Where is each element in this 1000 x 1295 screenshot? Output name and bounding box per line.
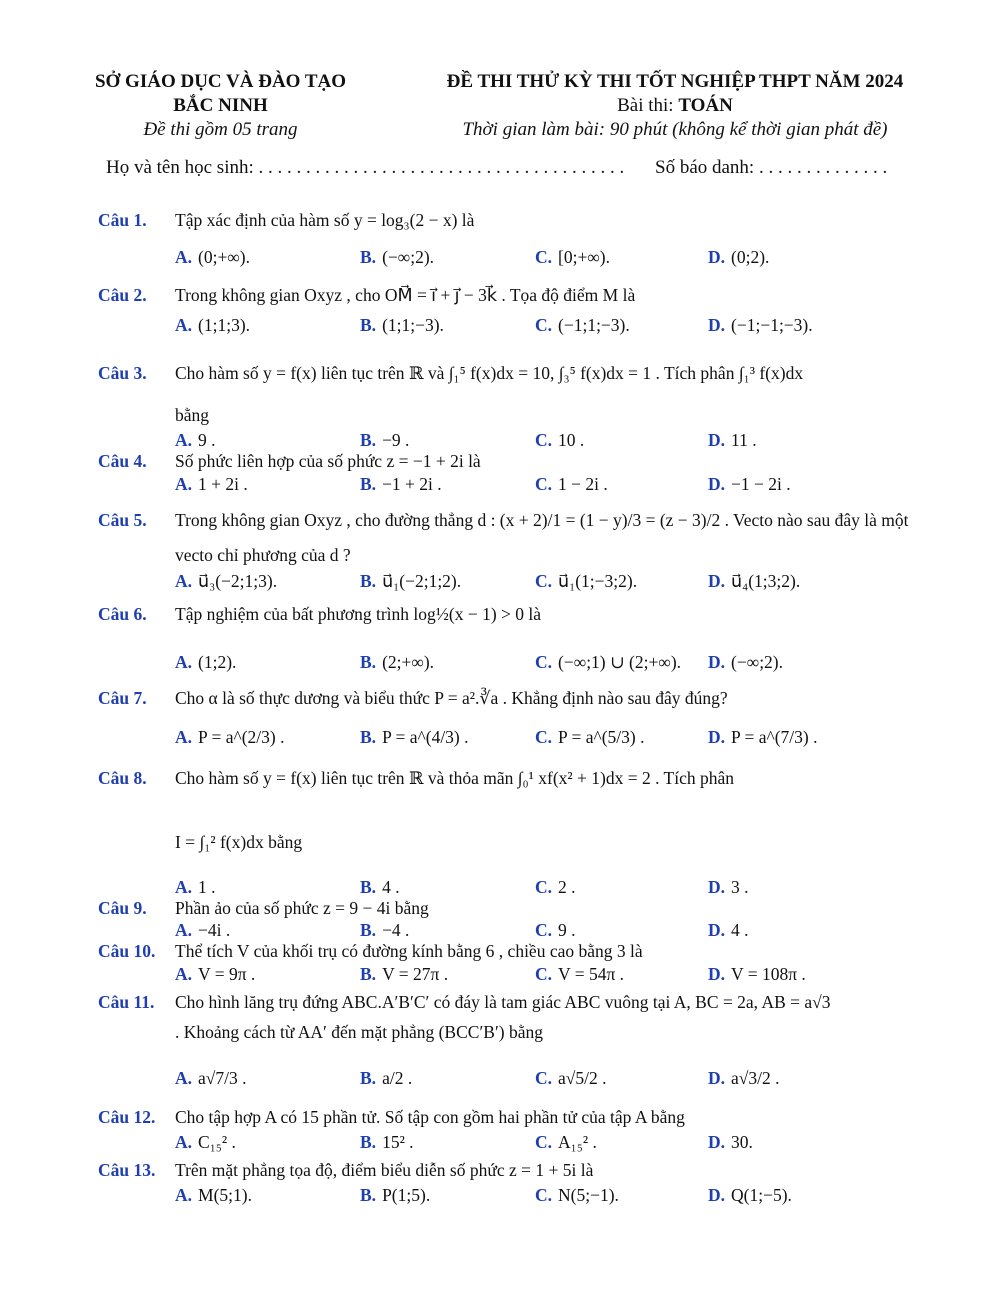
option-value: 4 . [382, 877, 400, 897]
answer-option[interactable] [360, 727, 469, 748]
question-text: Cho hàm số y = f(x) liên tục trên ℝ và thỏa mãn ∫₀¹ xf(x² + 1)dx = 2 . Tích phân [175, 768, 734, 788]
answer-option[interactable] [535, 652, 681, 673]
answer-option[interactable] [175, 430, 216, 451]
question-text: Cho tập hợp A có 15 phần tử. Số tập con gồm hai phần tử của tập A bằng [175, 1107, 685, 1127]
option-letter: B. [360, 1132, 377, 1152]
option-letter: B. [360, 727, 377, 747]
option-letter: D. [708, 474, 726, 494]
option-value: 10 . [558, 430, 585, 450]
option-letter: A. [175, 877, 193, 897]
answer-option[interactable] [175, 877, 216, 898]
option-value: (1;1;3). [198, 315, 251, 335]
answer-option[interactable] [708, 1185, 792, 1206]
answer-option[interactable] [708, 474, 791, 495]
answer-option[interactable] [175, 727, 284, 748]
answer-option[interactable] [535, 1068, 607, 1089]
question-label: Câu 9. [98, 898, 147, 918]
option-value: 1 . [198, 877, 216, 897]
province-name: BẮC NINH [173, 95, 268, 116]
option-value: V = 54π . [558, 964, 625, 984]
option-value: Q(1;−5). [731, 1185, 792, 1205]
option-letter: C. [535, 1132, 553, 1152]
answer-option[interactable] [360, 474, 442, 495]
answer-option[interactable] [175, 247, 250, 268]
answer-option[interactable] [360, 920, 409, 941]
exam-subject [430, 95, 920, 117]
question-label: Câu 10. [98, 941, 156, 961]
option-value: (−1;1;−3). [558, 315, 630, 335]
option-letter: B. [360, 1068, 377, 1088]
answer-option[interactable] [360, 571, 461, 592]
answer-option[interactable] [175, 1132, 236, 1153]
option-value: A₁₅² . [558, 1132, 597, 1152]
question-label: Câu 3. [98, 363, 147, 383]
option-letter: C. [535, 1185, 553, 1205]
question-text: Trong không gian Oxyz , cho đường thẳng d : (x + 2)/1 = (1 − y)/3 = (z − 3)/2 . Vecto nào sau đây là một [175, 510, 909, 530]
question-text-continued: vecto chỉ phương của d ? [175, 545, 351, 565]
option-value: (1;2). [198, 652, 237, 672]
option-letter: C. [535, 652, 553, 672]
answer-option[interactable] [535, 877, 576, 898]
option-value: 11 . [731, 430, 757, 450]
answer-option[interactable] [535, 727, 644, 748]
answer-option[interactable] [708, 964, 806, 985]
option-letter: D. [708, 247, 726, 267]
option-value: [0;+∞). [558, 247, 611, 267]
option-value: 3 . [731, 877, 749, 897]
option-letter: B. [360, 964, 377, 984]
student-name-field: Họ và tên học sinh: . . . . . . . . . . . . . . . . . . . . . . . . . . . . . . . . . . . . . . . [106, 157, 625, 178]
option-value: P = a^(4/3) . [382, 727, 469, 747]
answer-option[interactable] [175, 315, 250, 336]
option-letter: A. [175, 474, 193, 494]
answer-option[interactable] [175, 652, 236, 673]
exam-duration: Thời gian làm bài: 90 phút (không kể thời gian phát đề) [462, 119, 888, 140]
answer-option[interactable] [535, 964, 624, 985]
question-text: Thể tích V của khối trụ có đường kính bằng 6 , chiều cao bằng 3 là [175, 941, 643, 961]
answer-option[interactable] [535, 474, 608, 495]
option-value: 9 . [558, 920, 576, 940]
question-text: Trong không gian Oxyz , cho OM⃗ = i⃗ + j⃗ − 3k⃗ . Tọa độ điểm M là [175, 285, 636, 305]
option-letter: B. [360, 1185, 377, 1205]
option-value: (0;+∞). [198, 247, 251, 267]
answer-option[interactable] [360, 652, 434, 673]
option-letter: A. [175, 1068, 193, 1088]
answer-option[interactable] [708, 1068, 780, 1089]
option-value: a√7/3 . [198, 1068, 247, 1088]
option-value: (1;1;−3). [382, 315, 444, 335]
answer-option[interactable] [535, 315, 630, 336]
exam-title: ĐỀ THI THỬ KỲ THI TỐT NGHIỆP THPT NĂM 2024 [446, 71, 904, 92]
option-letter: B. [360, 430, 377, 450]
option-letter: A. [175, 964, 193, 984]
option-letter: D. [708, 1185, 726, 1205]
option-letter: B. [360, 652, 377, 672]
question-text: Tập nghiệm của bất phương trình log½(x − 1) > 0 là [175, 604, 542, 624]
option-value: (−∞;2). [382, 247, 435, 267]
answer-option[interactable] [175, 474, 248, 495]
student-id-field: Số báo danh: . . . . . . . . . . . . . . [655, 157, 888, 178]
answer-option[interactable] [535, 1185, 619, 1206]
answer-option[interactable] [708, 920, 749, 941]
answer-option[interactable] [360, 247, 434, 268]
option-letter: B. [360, 315, 377, 335]
option-letter: C. [535, 727, 553, 747]
option-value: V = 27π . [382, 964, 449, 984]
option-letter: D. [708, 1068, 726, 1088]
option-letter: D. [708, 727, 726, 747]
question-label: Câu 1. [98, 210, 147, 230]
option-value: (−∞;2). [731, 652, 784, 672]
option-letter: A. [175, 430, 193, 450]
question-text: Cho hình lăng trụ đứng ABC.A′B′C′ có đáy là tam giác ABC vuông tại A, BC = 2a, AB = a√3 [175, 992, 831, 1012]
answer-option[interactable] [360, 964, 448, 985]
option-value: P = a^(7/3) . [731, 727, 818, 747]
answer-option[interactable] [175, 920, 230, 941]
answer-option[interactable] [360, 877, 400, 898]
option-letter: D. [708, 652, 726, 672]
option-letter: B. [360, 877, 377, 897]
answer-option[interactable] [708, 877, 749, 898]
option-value: P = a^(2/3) . [198, 727, 285, 747]
option-letter: D. [708, 430, 726, 450]
option-value: (2;+∞). [382, 652, 435, 672]
option-value: −4i . [198, 920, 231, 940]
page-count-note: Đề thi gồm 05 trang [143, 119, 298, 140]
question-text: Phần ảo của số phức z = 9 − 4i bằng [175, 898, 429, 918]
option-value: a/2 . [382, 1068, 413, 1088]
answer-option[interactable] [535, 920, 576, 941]
question-text: Tập xác định của hàm số y = log₃(2 − x) là [175, 210, 475, 230]
option-value: u⃗₃(−2;1;3). [198, 571, 278, 591]
answer-option[interactable] [360, 1068, 412, 1089]
answer-option[interactable] [535, 1132, 597, 1153]
option-letter: C. [535, 474, 553, 494]
answer-option[interactable] [535, 247, 610, 268]
question-label: Câu 11. [98, 992, 155, 1012]
answer-option[interactable] [175, 1068, 247, 1089]
option-letter: A. [175, 652, 193, 672]
answer-option[interactable] [360, 1185, 430, 1206]
answer-option[interactable] [360, 315, 444, 336]
option-value: 4 . [731, 920, 749, 940]
question-text: Trên mặt phẳng tọa độ, điểm biểu diễn số phức z = 1 + 5i là [175, 1160, 594, 1180]
option-letter: D. [708, 1132, 726, 1152]
option-value: 30. [731, 1132, 753, 1152]
option-value: −1 − 2i . [731, 474, 791, 494]
option-value: N(5;−1). [558, 1185, 619, 1205]
option-letter: C. [535, 247, 553, 267]
question-text-continued: I = ∫₁² f(x)dx bằng [175, 832, 303, 852]
option-letter: C. [535, 920, 553, 940]
question-text: Số phức liên hợp của số phức z = −1 + 2i là [175, 451, 481, 471]
option-value: a√5/2 . [558, 1068, 607, 1088]
question-label: Câu 4. [98, 451, 147, 471]
answer-option[interactable] [708, 247, 769, 268]
option-value: V = 9π . [198, 964, 256, 984]
option-value: −1 + 2i . [382, 474, 442, 494]
answer-option[interactable] [175, 964, 255, 985]
option-value: 15² . [382, 1132, 414, 1152]
option-value: P = a^(5/3) . [558, 727, 645, 747]
option-value: 9 . [198, 430, 216, 450]
answer-option[interactable] [535, 571, 637, 592]
option-value: P(1;5). [382, 1185, 431, 1205]
question-label: Câu 8. [98, 768, 147, 788]
question-text-continued: bằng [175, 405, 210, 425]
option-letter: B. [360, 474, 377, 494]
question-text-continued: . Khoảng cách từ AA′ đến mặt phẳng (BCC′B′) bằng [175, 1022, 543, 1042]
option-value: u⃗₄(1;3;2). [731, 571, 801, 591]
option-value: V = 108π . [731, 964, 806, 984]
option-letter: A. [175, 315, 193, 335]
question-label: Câu 5. [98, 510, 147, 530]
answer-option[interactable] [535, 430, 584, 451]
subject-name: TOÁN [678, 95, 733, 116]
option-letter: A. [175, 247, 193, 267]
answer-option[interactable] [360, 430, 409, 451]
option-letter: C. [535, 877, 553, 897]
answer-option[interactable] [708, 315, 813, 336]
question-label: Câu 7. [98, 688, 147, 708]
option-letter: D. [708, 877, 726, 897]
answer-option[interactable] [175, 571, 277, 592]
question-label: Câu 12. [98, 1107, 156, 1127]
option-value: C₁₅² . [198, 1132, 236, 1152]
option-value: a√3/2 . [731, 1068, 780, 1088]
option-value: M(5;1). [198, 1185, 252, 1205]
option-letter: A. [175, 1185, 193, 1205]
option-value: u⃗₁(−2;1;2). [382, 571, 462, 591]
option-letter: B. [360, 247, 377, 267]
option-letter: C. [535, 430, 553, 450]
option-value: (0;2). [731, 247, 770, 267]
option-value: 1 − 2i . [558, 474, 608, 494]
department-title: SỞ GIÁO DỤC VÀ ĐÀO TẠO [94, 71, 347, 92]
option-value: 2 . [558, 877, 576, 897]
answer-option[interactable] [708, 727, 817, 748]
question-label: Câu 6. [98, 604, 147, 624]
option-value: −4 . [382, 920, 410, 940]
answer-option[interactable] [175, 1185, 252, 1206]
option-value: (−1;−1;−3). [731, 315, 813, 335]
question-label: Câu 2. [98, 285, 147, 305]
option-letter: B. [360, 571, 377, 591]
question-label: Câu 13. [98, 1160, 156, 1180]
answer-option[interactable] [708, 652, 783, 673]
option-letter: C. [535, 315, 553, 335]
option-letter: A. [175, 571, 193, 591]
option-letter: A. [175, 1132, 193, 1152]
option-letter: A. [175, 920, 193, 940]
option-letter: C. [535, 1068, 553, 1088]
option-letter: D. [708, 315, 726, 335]
answer-option[interactable] [708, 430, 757, 451]
option-letter: A. [175, 727, 193, 747]
option-value: 1 + 2i . [198, 474, 248, 494]
question-text: Cho α là số thực dương và biểu thức P = a².∛a . Khẳng định nào sau đây đúng? [175, 688, 728, 708]
subject-prefix: Bài thi: [617, 95, 679, 116]
option-letter: C. [535, 571, 553, 591]
option-letter: D. [708, 964, 726, 984]
option-letter: D. [708, 920, 726, 940]
option-letter: C. [535, 964, 553, 984]
question-text: Cho hàm số y = f(x) liên tục trên ℝ và ∫₁⁵ f(x)dx = 10, ∫₃⁵ f(x)dx = 1 . Tích phân ∫₁³ f(x)dx [175, 363, 804, 383]
answer-option[interactable] [708, 571, 800, 592]
answer-option[interactable] [708, 1132, 753, 1153]
option-letter: B. [360, 920, 377, 940]
option-value: (−∞;1) ∪ (2;+∞). [558, 652, 682, 672]
answer-option[interactable] [360, 1132, 414, 1153]
option-value: u⃗₁(1;−3;2). [558, 571, 638, 591]
option-value: −9 . [382, 430, 410, 450]
option-letter: D. [708, 571, 726, 591]
